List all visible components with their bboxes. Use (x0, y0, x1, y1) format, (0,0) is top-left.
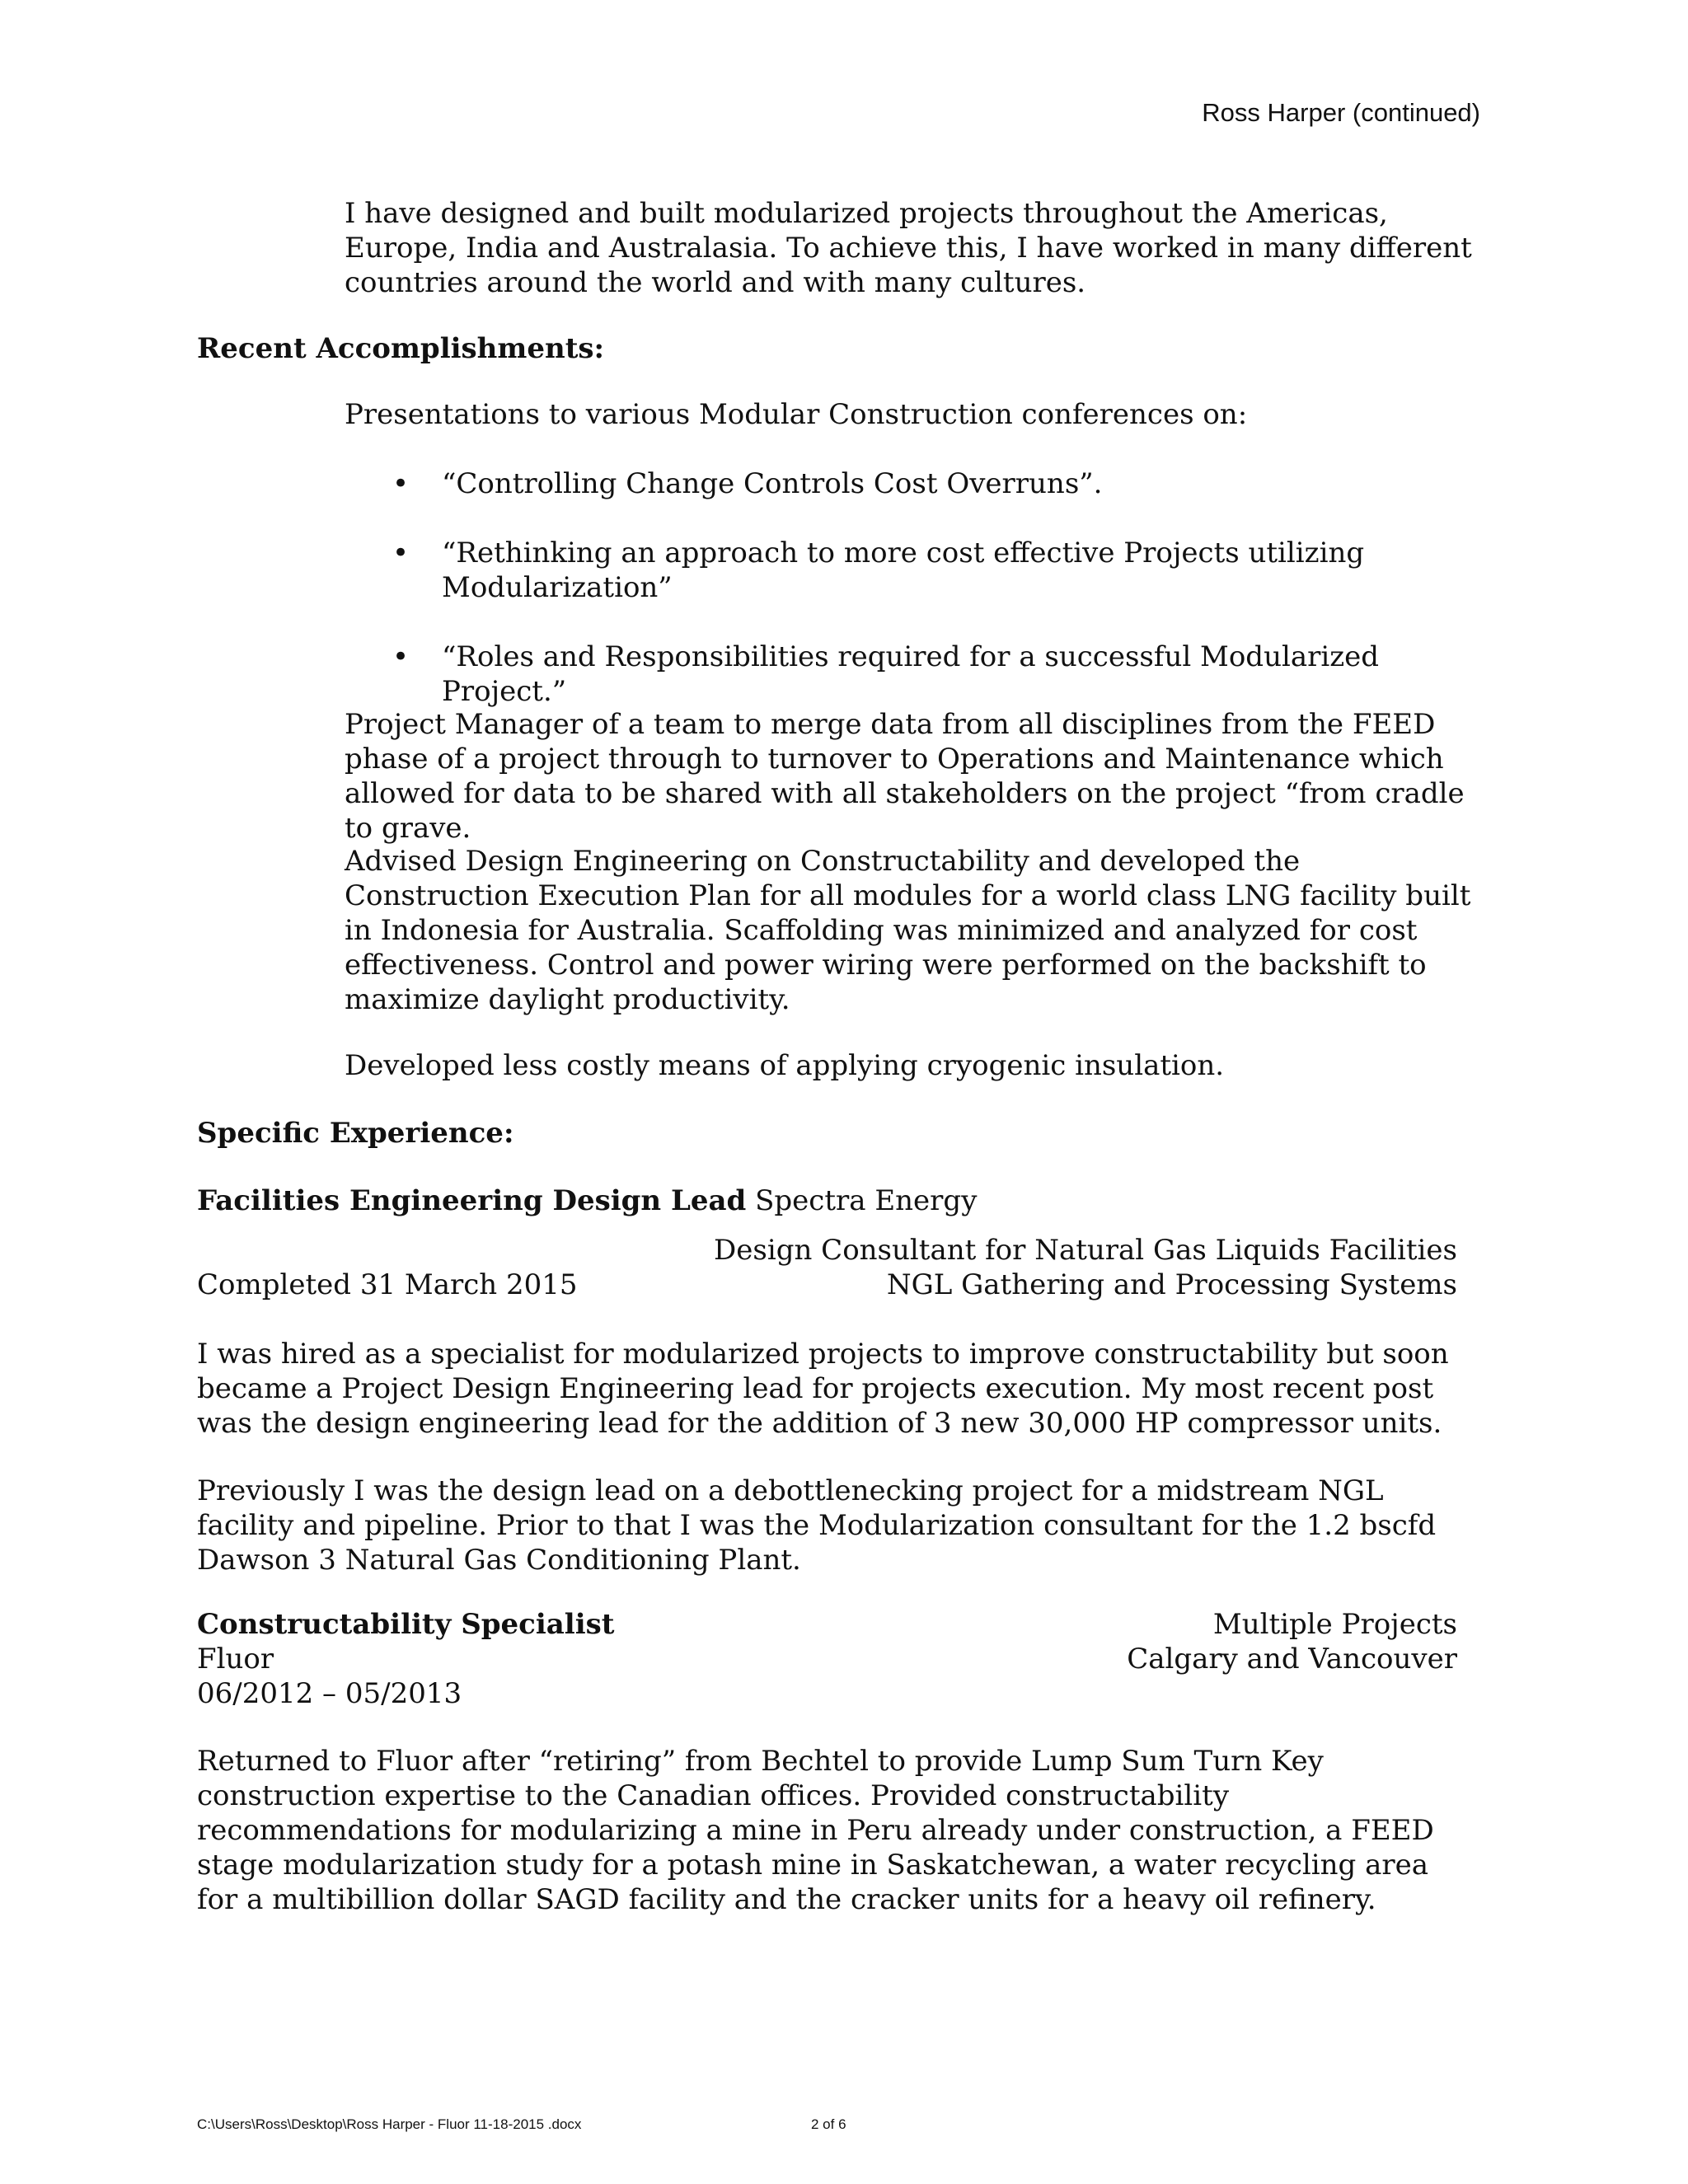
job-location: Calgary and Vancouver (1127, 1643, 1457, 1675)
job-company: Fluor (197, 1643, 274, 1675)
job-title-line (197, 1183, 977, 1218)
accomplishment-paragraph: Project Manager of a team to merge data from all disciplines from the FEED phase of a project through to turnover to Operations and Maintenance which allowed for data to be shared with all stakeholders on the project “from cradle to grave. (345, 708, 1465, 845)
bullet-text: “Roles and Responsibilities required for a successful Modularized Project.” (442, 640, 1380, 708)
footer-file-path: C:\Users\Ross\Desktop\Ross Harper - Fluor 11-18-2015 .docx (197, 2116, 582, 2132)
bullet-icon: • (392, 640, 410, 673)
job-projects: Multiple Projects (1212, 1608, 1457, 1641)
specific-experience-heading: Specific Experience: (197, 1117, 514, 1150)
job-dates: 06/2012 – 05/2013 (197, 1677, 462, 1710)
accomplishment-paragraph: Advised Design Engineering on Constructability and developed the Construction Execution Plan for all modules for a world class LNG facility built in Indonesia for Australia. Scaffolding was minimized and analyzed for cost effectiveness. Control and power wiring were performed on the backshift to maximize daylight productivity. (345, 845, 1471, 1016)
job-company: Spectra Energy (755, 1184, 978, 1217)
job-description: Previously I was the design lead on a debottlenecking project for a midstream NGL facility and pipeline. Prior to that I was the Modularization consultant for the 1.2 bscfd Dawson 3 Natural Gas Conditioning Plant. (197, 1474, 1437, 1577)
presentations-intro: Presentations to various Modular Construction conferences on: (345, 398, 1248, 431)
job-title: Facilities Engineering Design Lead (197, 1184, 747, 1217)
running-header: Ross Harper (continued) (1202, 98, 1480, 127)
bullet-text: “Controlling Change Controls Cost Overruns”. (442, 467, 1103, 500)
intro-paragraph: I have designed and built modularized projects throughout the Americas, Europe, India and Australasia. To achieve this, I have worked in many different countries around the world and with many cultures. (345, 197, 1472, 299)
job-description: I was hired as a specialist for modularized projects to improve constructability but soon became a Project Design Engineering lead for projects execution. My most recent post was the design engineering lead for the addition of 3 new 30,000 HP compressor units. (197, 1338, 1449, 1440)
recent-accomplishments-heading: Recent Accomplishments: (197, 332, 605, 365)
job-role-line2: NGL Gathering and Processing Systems (886, 1268, 1457, 1301)
job-description: Returned to Fluor after “retiring” from Bechtel to provide Lump Sum Turn Key construction expertise to the Canadian offices. Provided constructability recommendations for modularizing a mine in Peru already under construction, a FEED stage modularization study for a potash mine in Saskatchewan, a water recycling area for a multibillion dollar SAGD facility and the cracker units for a heavy oil refinery. (197, 1745, 1434, 1916)
job-role-line1: Design Consultant for Natural Gas Liquids Facilities (714, 1234, 1457, 1267)
bullet-text: “Rethinking an approach to more cost effective Projects utilizing Modularization” (442, 537, 1365, 604)
footer-page-number: 2 of 6 (811, 2116, 846, 2132)
job-title: Constructability Specialist (197, 1608, 615, 1641)
job-completed-date: Completed 31 March 2015 (197, 1268, 578, 1301)
accomplishment-paragraph: Developed less costly means of applying cryogenic insulation. (345, 1049, 1225, 1082)
bullet-icon: • (392, 467, 410, 500)
bullet-icon: • (392, 537, 410, 569)
